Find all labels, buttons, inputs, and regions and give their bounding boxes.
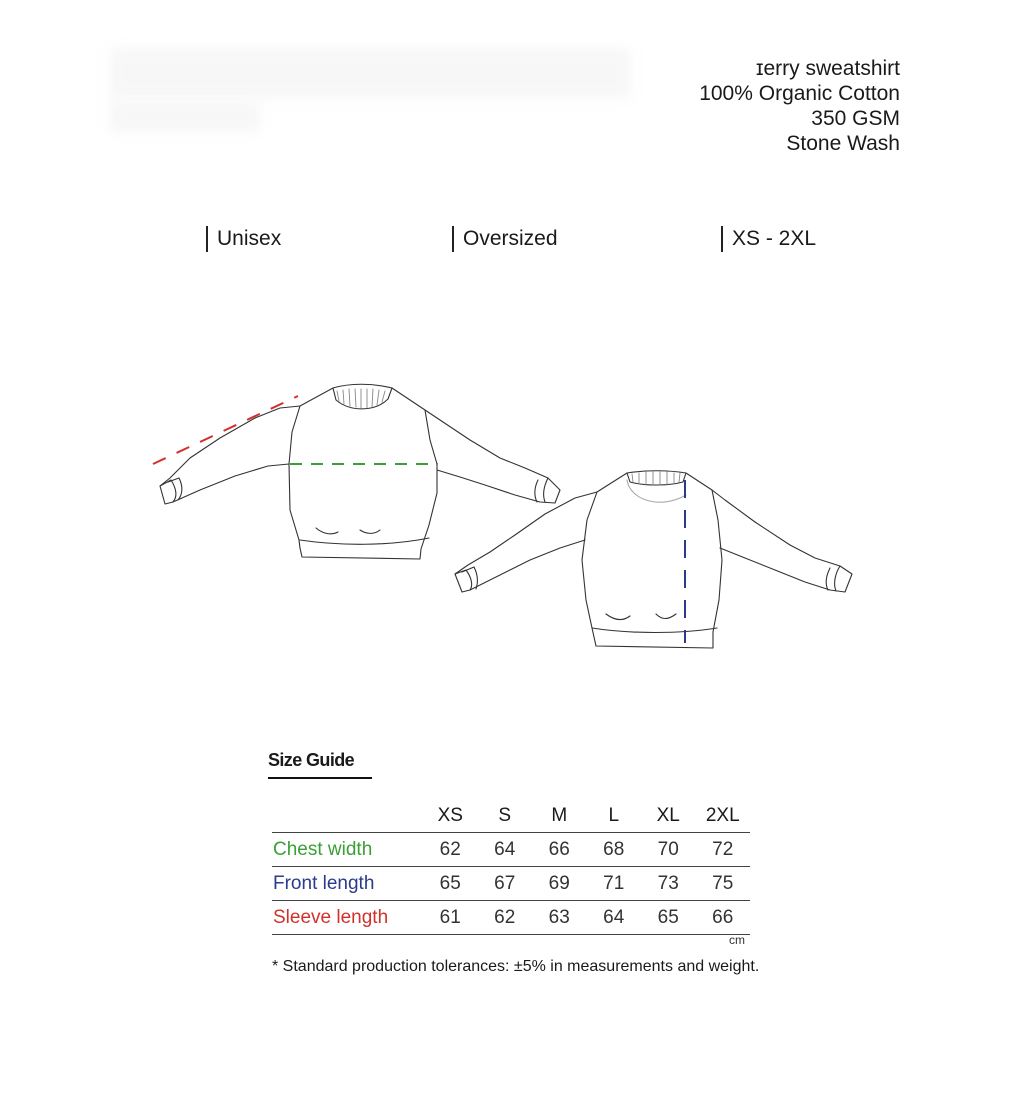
header-empty-cell <box>272 800 423 833</box>
table-cell: 65 <box>641 901 696 935</box>
attribute-fit-gender: Unisex <box>206 226 281 252</box>
table-cell: 62 <box>423 833 478 867</box>
header-size-xl: XL <box>656 805 680 826</box>
table-cell: 70 <box>641 833 696 867</box>
attribute-size-range: XS - 2XL <box>721 226 816 252</box>
size-guide-table <box>272 800 750 935</box>
header-size-l: L <box>608 805 620 826</box>
table-cell: 61 <box>423 901 478 935</box>
attribute-cut: Oversized <box>452 226 558 252</box>
table-cell: 69 <box>532 867 587 901</box>
table-cell: 72 <box>696 833 751 867</box>
sleeve-length-marker <box>153 396 298 464</box>
row-label-chest-width: Chest width <box>272 833 423 867</box>
table-row-chest-width <box>272 833 750 867</box>
tolerance-footnote: * Standard production tolerances: ±5% in measurements and weight. <box>272 958 760 975</box>
product-material: 100% Organic Cotton <box>699 82 900 105</box>
front-view-drawing <box>160 384 560 559</box>
table-cell: 64 <box>478 833 533 867</box>
table-row-front-length <box>272 867 750 901</box>
table-cell: 71 <box>587 867 642 901</box>
table-cell: 67 <box>478 867 533 901</box>
table-cell: 62 <box>478 901 533 935</box>
product-finish: Stone Wash <box>786 132 900 155</box>
header-size-2xl: 2XL <box>705 805 740 826</box>
product-weight: 350 GSM <box>811 107 900 130</box>
header-size-xs: XS <box>437 805 463 826</box>
product-name: ɪerry sweatshirt <box>755 57 900 80</box>
row-label-front-length: Front length <box>272 867 423 901</box>
table-cell: 64 <box>587 901 642 935</box>
measurement-unit: cm <box>729 933 745 947</box>
header-size-s: S <box>498 805 512 826</box>
table-cell: 65 <box>423 867 478 901</box>
table-cell: 75 <box>696 867 751 901</box>
table-cell: 68 <box>587 833 642 867</box>
size-guide-title: Size Guide <box>268 750 372 779</box>
header-size-m: M <box>551 805 568 826</box>
row-label-sleeve-length: Sleeve length <box>272 901 423 935</box>
back-view-drawing <box>455 471 852 648</box>
table-cell: 66 <box>696 901 751 935</box>
table-header-row <box>272 800 750 833</box>
table-cell: 63 <box>532 901 587 935</box>
table-row-sleeve-length <box>272 901 750 935</box>
table-cell: 66 <box>532 833 587 867</box>
table-cell: 73 <box>641 867 696 901</box>
